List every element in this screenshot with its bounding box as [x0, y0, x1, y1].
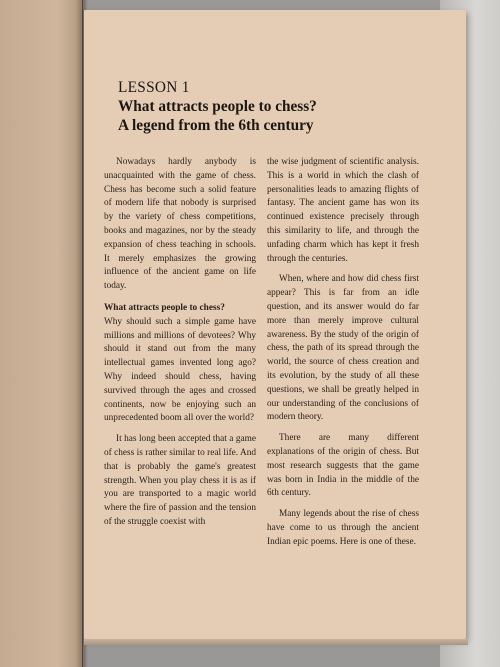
text-column-left: [104, 156, 256, 530]
paragraph: It has long been accepted that a game of chess is rather similar to real life. And that is probably the game's greatest strength. When you play chess it is as if you are transported to a magic world where the fire of passion and the tension of the struggle coexist with: [104, 434, 256, 527]
paragraph: When, where and how did chess first appear? This is far from an idle question, and its answer would do far more than merely improve cultural awareness. By the study of the origin of chess, the path of its spread through the world, the source of chess creation and its evolution, by the study of all these questions, we shall be greatly helped in our understanding of the conclusions of modern theory.: [267, 274, 419, 423]
facing-page-edge: [0, 0, 83, 667]
text-column-right: [267, 156, 419, 550]
lesson-heading: [118, 78, 438, 135]
book-page: [84, 10, 466, 639]
lesson-title-line-2: A legend from the 6th century: [118, 117, 314, 134]
section-subheading: What attracts people to chess?: [104, 302, 225, 313]
paragraph: the wise judgment of scientific analysis. This is a world in which the clash of personalities leads to amazing flights of fantasy. The ancient game has won its continued existence precisely through this similarity to life, and through the unfading charm which has kept it fresh through the centuries.: [267, 157, 419, 264]
paragraph: Many legends about the rise of chess have come to us through the ancient Indian epic poems. Here is one of these.: [267, 509, 419, 547]
lesson-number: LESSON 1: [118, 79, 190, 96]
paragraph: Nowadays hardly anybody is unacquainted with the game of chess. Chess has become such a solid feature of modern life that nobody is surprised by the variety of chess competitions, books and magazines, nor by the steady expansion of chess teaching in schools. It merely emphasizes the growing influence of the ancient game on life today.: [104, 157, 256, 292]
paragraph: There are many different explanations of the origin of chess. But most research suggests that the game was born in India in the middle of the 6th century.: [267, 433, 419, 499]
lesson-title-line-1: What attracts people to chess?: [118, 98, 317, 115]
paragraph: Why should such a simple game have millions and millions of devotees? Why should it stand out from the many intellectual games invented long ago? Why indeed should chess, having survived through the ages and crossed continents, now be enjoying such an unprecedented boom all over the world?: [104, 316, 256, 424]
page-bottom-edge: [84, 639, 468, 645]
